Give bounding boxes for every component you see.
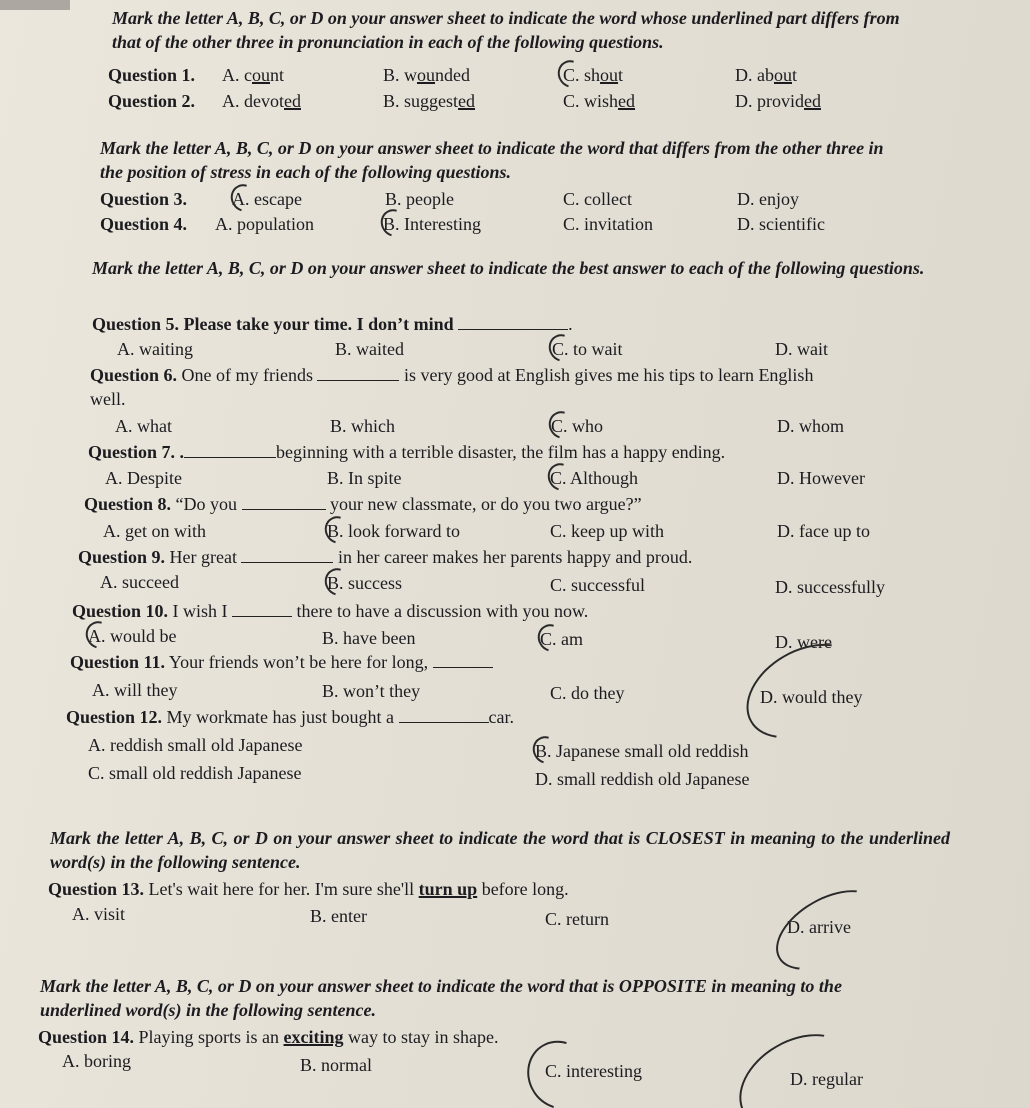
q3-option-a[interactable]: A. escape [232,189,302,209]
pen-mark-q12 [528,731,565,768]
instruction-best-answer: Mark the letter A, B, C, or D on your answer sheet to indicate the best answer to each of the following questions. [92,258,925,278]
pen-mark-q9 [320,563,357,600]
q4-option-d[interactable]: D. scientific [737,214,825,234]
q5-option-b[interactable]: B. waited [335,339,404,359]
pen-mark-q14 [515,1029,605,1108]
q8-option-c[interactable]: C. keep up with [550,521,664,541]
q12-option-c[interactable]: C. small old reddish Japanese [88,763,302,783]
q6-blank[interactable] [317,379,399,381]
instruction-opposite: Mark the letter A, B, C, or D on your answer sheet to indicate the word that is OPPOSITE in meaning to the underlined word(s) in the following sentence. [40,976,842,1020]
q13-option-c[interactable]: C. return [545,909,609,929]
q6-option-a[interactable]: A. what [115,416,172,436]
q10-option-b[interactable]: B. have been [322,628,416,648]
q14-option-a[interactable]: A. boring [62,1051,131,1071]
question-1-label: Question 1. [108,65,196,85]
q5-blank[interactable] [458,328,568,330]
q14-option-c[interactable]: C. interesting [545,1061,642,1081]
question-9-stem: Question 9. Her great in her career makes her parents happy and proud. [78,547,693,567]
q13-option-a[interactable]: A. visit [72,904,126,924]
q3-option-c[interactable]: C. collect [563,189,632,209]
pen-mark-q7 [543,458,580,495]
question-3-label: Question 3. [100,189,188,209]
question-6-stem-cont: well. [90,389,126,409]
q14-option-d[interactable]: D. regular [790,1069,863,1089]
q12-option-a[interactable]: A. reddish small old Japanese [88,735,303,755]
q3-option-d[interactable]: D. enjoy [737,189,799,209]
q10-option-a[interactable]: A. would be [88,626,177,646]
question-2-label: Question 2. [108,91,196,111]
q2-option-b[interactable]: B. suggested [383,91,476,111]
question-10-stem: Question 10. I wish I there to have a discussion with you now. [72,601,589,621]
q9-option-c[interactable]: C. successful [550,575,645,595]
q7-option-d[interactable]: D. However [777,468,865,488]
question-13-stem: Question 13. Let's wait here for her. I'm sure she'll turn up before long. [48,879,569,899]
q11-blank[interactable] [433,666,493,668]
instruction-closest: Mark the letter A, B, C, or D on your answer sheet to indicate the word that is CLOSEST in meaning to the underlined word(s) in the following sentence. [50,828,950,872]
q4-option-b[interactable]: B. Interesting [383,214,481,234]
q4-option-a[interactable]: A. population [215,214,314,234]
q5-option-a[interactable]: A. waiting [117,339,193,359]
pen-mark-q6 [544,406,581,443]
q6-option-d[interactable]: D. whom [777,416,844,436]
q2-option-a[interactable]: A. devoted [222,91,301,111]
pen-mark-q14d [722,1015,871,1108]
question-12-stem: Question 12. My workmate has just bought a car. [66,707,514,727]
q8-option-b[interactable]: B. look forward to [327,521,460,541]
q1-option-a[interactable]: A. count [222,65,285,85]
q8-option-a[interactable]: A. get on with [103,521,206,541]
pen-mark-q1 [553,55,590,92]
q9-option-d[interactable]: D. successfully [775,577,885,597]
pen-mark-q10c [533,619,570,656]
question-5-stem: Question 5. Please take your time. I don’t mind . [92,314,573,334]
q12-option-d[interactable]: D. small reddish old Japanese [535,769,750,789]
q1-option-c[interactable]: C. shout [563,65,624,85]
q1-option-b[interactable]: B. wounded [383,65,471,85]
q7-blank[interactable] [184,456,276,458]
question-11-stem: Question 11. Your friends won’t be here for long, [70,651,493,673]
q7-option-b[interactable]: B. In spite [327,468,402,488]
q7-option-a[interactable]: A. Despite [105,468,182,488]
question-14-stem: Question 14. Playing sports is an exciting way to stay in shape. [38,1027,499,1047]
q5-option-d[interactable]: D. wait [775,339,828,359]
q10-option-c[interactable]: C. am [540,629,583,649]
q10-option-d[interactable]: D. were [775,632,832,652]
q12-option-b[interactable]: B. Japanese small old reddish [535,741,749,761]
q12-blank[interactable] [399,721,489,723]
question-8-stem: Question 8. “Do you your new classmate, or do you two argue?” [84,494,642,514]
q2-option-c[interactable]: C. wished [563,91,636,111]
q9-option-a[interactable]: A. succeed [100,572,179,592]
q4-option-c[interactable]: C. invitation [563,214,653,234]
q9-option-b[interactable]: B. success [327,573,402,593]
q1-option-d[interactable]: D. about [735,65,798,85]
q7-option-c[interactable]: C. Although [550,468,639,488]
q14-option-b[interactable]: B. normal [300,1055,372,1075]
q8-option-d[interactable]: D. face up to [777,521,870,541]
q11-option-b[interactable]: B. won’t they [322,681,421,701]
question-7-stem: Question 7. . beginning with a terrible disaster, the film has a happy ending. [88,442,726,462]
q2-option-d[interactable]: D. provided [735,91,821,111]
question-6-stem: Question 6. One of my friends is very good at English gives me his tips to learn English [90,365,814,385]
q13-option-b[interactable]: B. enter [310,906,367,926]
q5-option-c[interactable]: C. to wait [552,339,623,359]
q9-blank[interactable] [241,561,333,563]
question-4-label: Question 4. [100,214,188,234]
q13-option-d[interactable]: D. arrive [787,917,851,937]
q3-option-b[interactable]: B. people [385,189,454,209]
q11-option-d[interactable]: D. would they [760,687,863,707]
pen-mark-q13 [763,874,894,986]
q10-blank[interactable] [232,615,292,617]
pen-mark-q8 [320,511,357,548]
instruction-stress: Mark the letter A, B, C, or D on your answer sheet to indicate the word that differs from the other three in the position of stress in each of the following questions. [100,138,884,182]
q11-option-a[interactable]: A. will they [92,680,178,700]
instruction-pronunciation: Mark the letter A, B, C, or D on your answer sheet to indicate the word whose underlined part differs from that of the other three in pronunciation in each of the following questions. [112,8,900,52]
pen-mark-q3 [226,179,263,216]
torn-edge-top [0,0,70,10]
q11-option-c[interactable]: C. do they [550,683,625,703]
q8-blank[interactable] [242,508,326,510]
q6-option-b[interactable]: B. which [330,416,395,436]
q6-option-c[interactable]: C. who [551,416,604,436]
